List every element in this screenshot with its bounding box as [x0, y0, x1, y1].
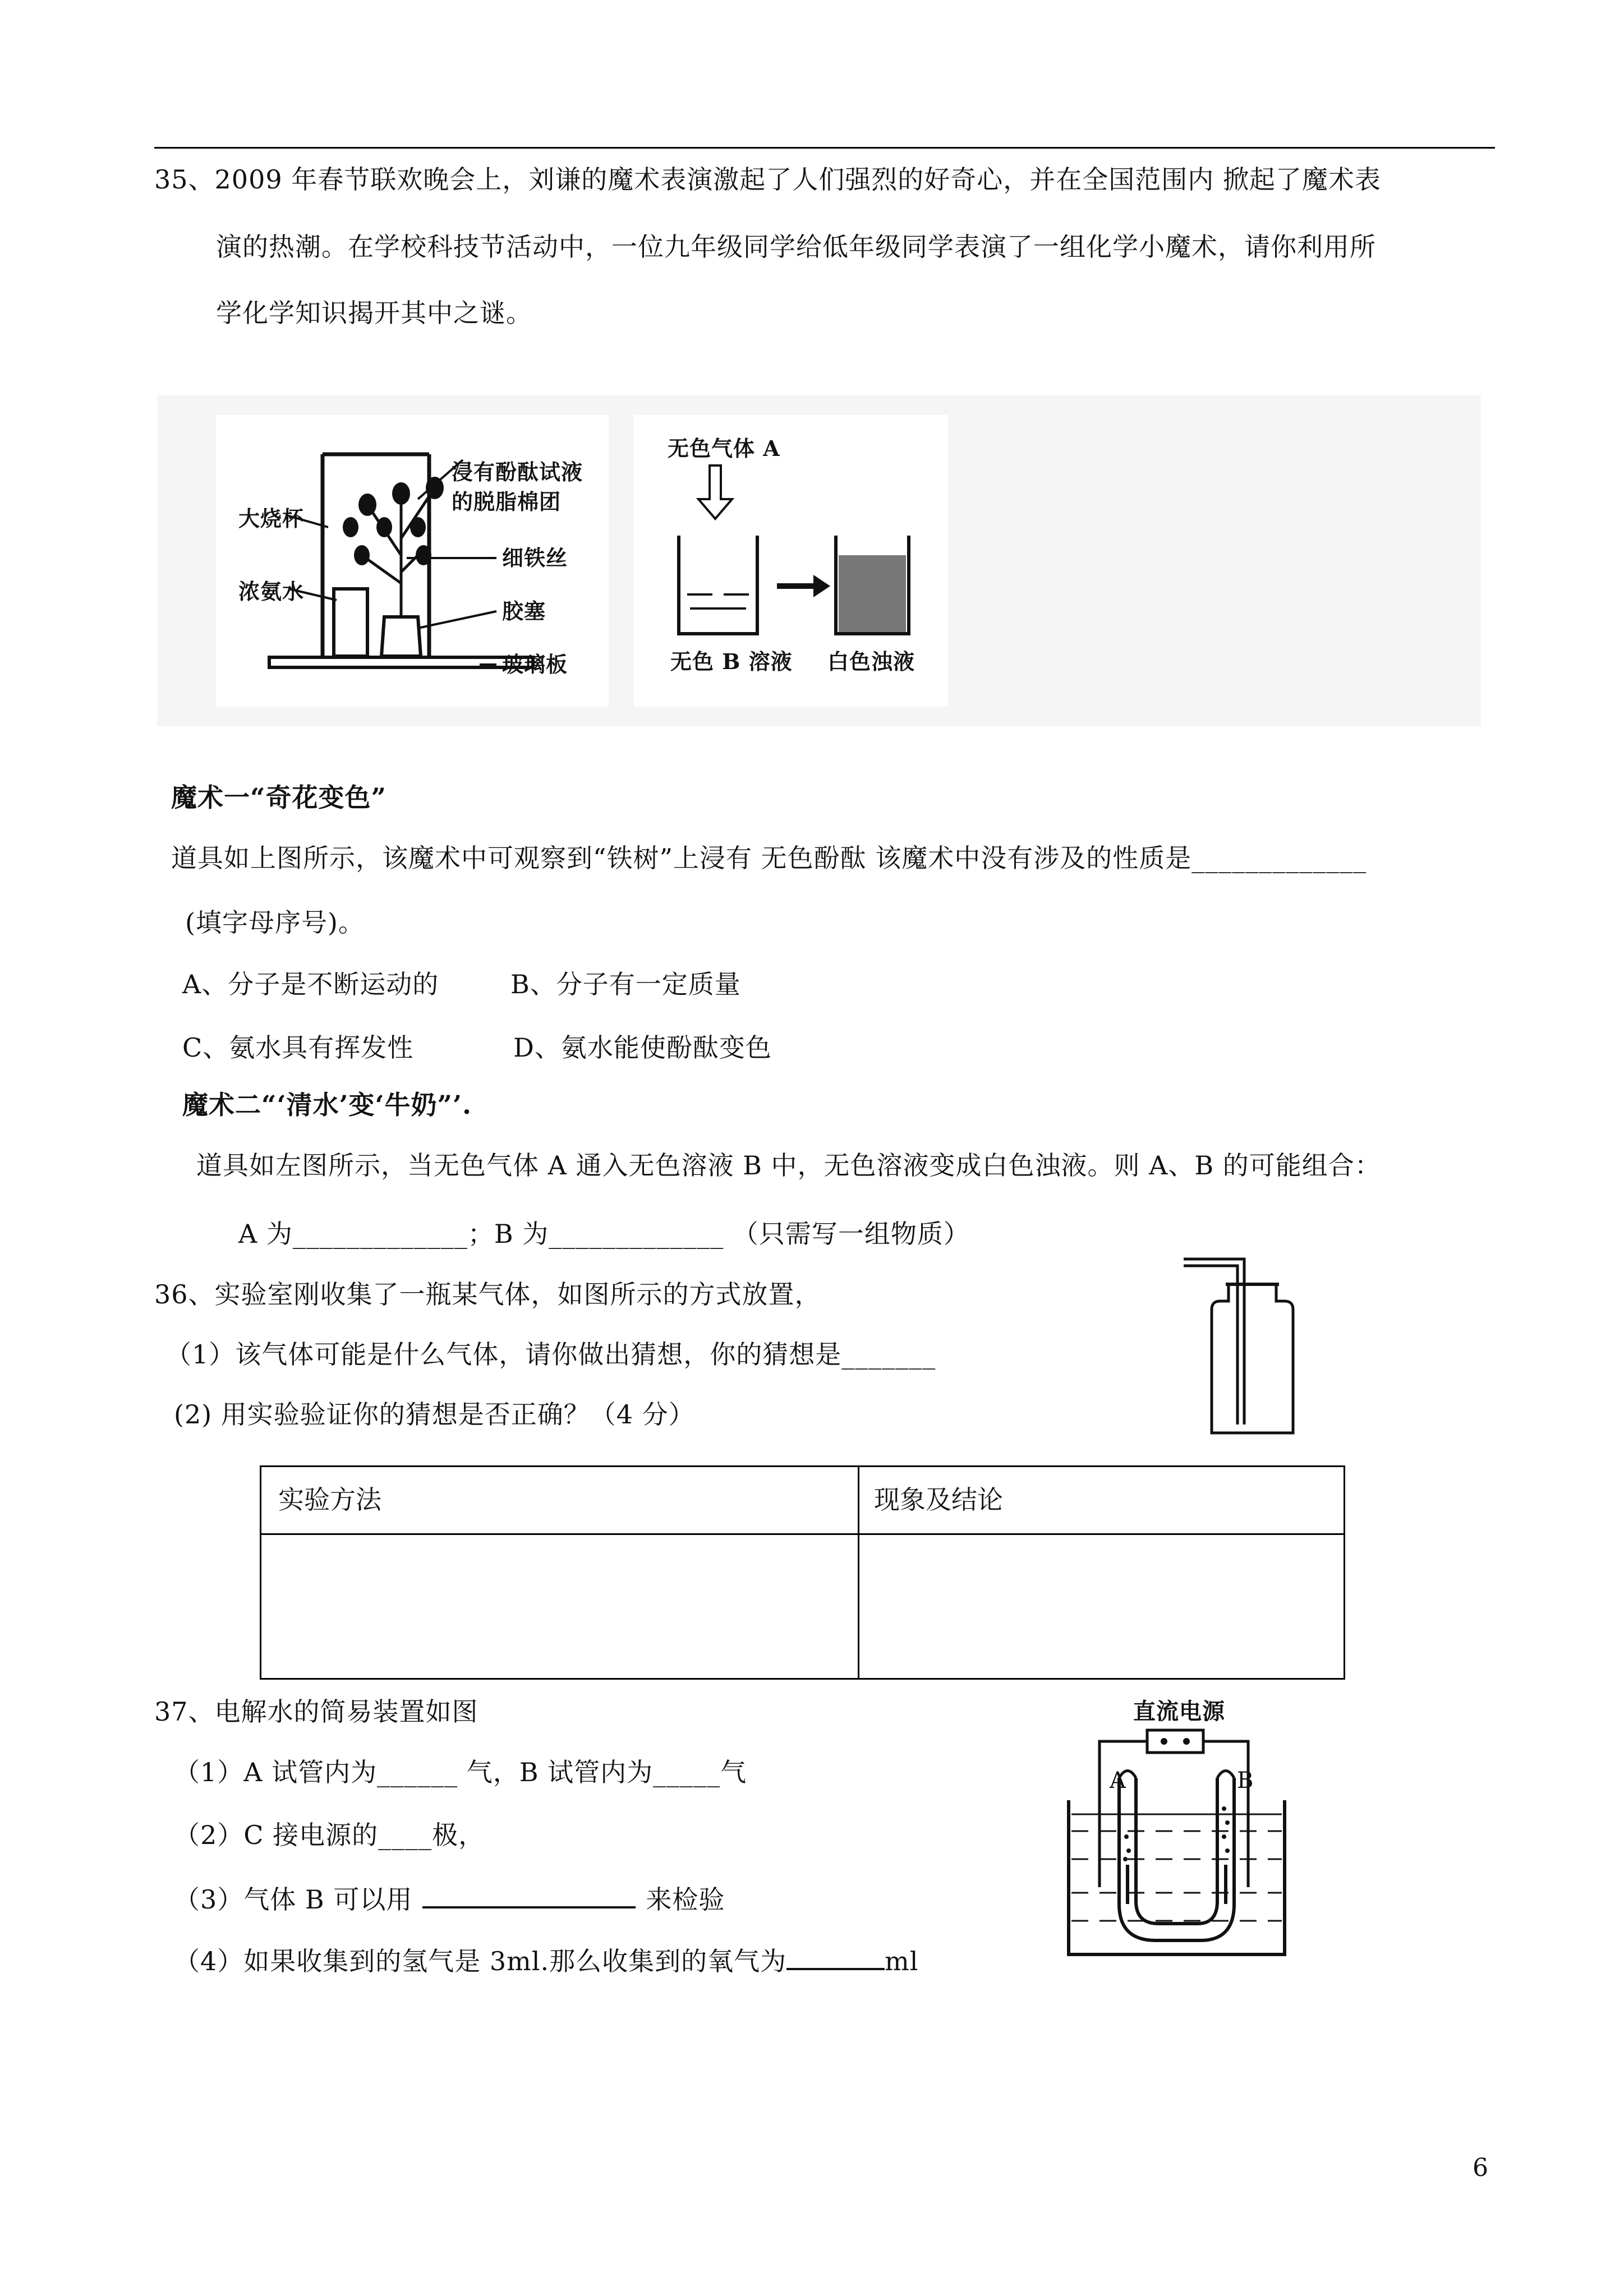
- label-stopper: 胶塞: [502, 598, 546, 624]
- label-cotton-2: 的脱脂棉团: [452, 489, 562, 514]
- label-ammonia: 浓氨水: [238, 579, 305, 604]
- magic1-text: 道具如上图所示，该魔术中可观察到“铁树”上浸有 无色酚酞 该魔术中没有涉及的性质是_____________: [171, 843, 1367, 873]
- table-header-method: 实验方法: [278, 1484, 381, 1515]
- q37-part-2: （2）C 接电源的____极，: [174, 1820, 485, 1850]
- option-a: A、分子是不断运动的: [182, 969, 439, 999]
- q35-line-3: 学化学知识揭开其中之谜。: [216, 298, 532, 328]
- page-number: 6: [1473, 2154, 1488, 2182]
- electrolysis-figure: [1060, 1725, 1290, 1971]
- q35-line-1: 35、2009 年春节联欢晚会上，刘谦的魔术表演激起了人们强烈的好奇心，并在全国范围内 掀起了魔术表: [154, 164, 1381, 195]
- q37-blank-4: [786, 1943, 885, 1970]
- option-c: C、氨水具有挥发性: [182, 1032, 414, 1063]
- magic1-hint: (填字母序号)。: [185, 907, 365, 938]
- q35-line-2: 演的热潮。在学校科技节活动中，一位九年级同学给低年级同学表演了一组化学小魔术，请你利用所: [216, 232, 1376, 262]
- tube-label-b: B: [1237, 1768, 1254, 1794]
- label-solution-b: 无色 B 溶液: [670, 649, 793, 674]
- dc-power-title: 直流电源: [1133, 1698, 1225, 1725]
- table-header-divider: [261, 1533, 1344, 1535]
- option-d: D、氨水能使酚酞变色: [513, 1032, 772, 1063]
- label-gas-a: 无色气体 A: [668, 436, 780, 461]
- q37-part-1: （1）A 试管内为______ 气，B 试管内为_____气: [174, 1757, 747, 1787]
- table-header-conclusion: 现象及结论: [874, 1484, 1003, 1515]
- tube-label-a: A: [1110, 1768, 1126, 1794]
- option-b: B、分子有一定质量: [510, 969, 741, 999]
- q37-blank-3: [422, 1882, 636, 1908]
- experiment-table: [260, 1465, 1345, 1680]
- gas-bottle-figure: [1178, 1248, 1301, 1439]
- q36-part-1: （1）该气体可能是什么气体，请你做出猜想，你的猜想是_______: [165, 1339, 936, 1370]
- label-white-turbid: 白色浊液: [827, 649, 915, 674]
- q36-part-2: (2) 用实验验证你的猜想是否正确？（4 分）: [174, 1399, 695, 1430]
- table-column-divider: [858, 1467, 859, 1678]
- magic2-title: 魔术二“‘清水’变‘牛奶”’.: [182, 1090, 472, 1120]
- label-cotton: 浸有酚酞试液: [452, 459, 583, 485]
- header-rule: [154, 147, 1495, 149]
- label-wire: 细铁丝: [502, 545, 568, 570]
- magic2-answer-line: A 为_____________；B 为_____________ （只需写一组物质）: [238, 1219, 970, 1249]
- label-beaker: 大烧杯: [238, 506, 305, 531]
- magic1-title: 魔术一“奇花变色”: [171, 782, 387, 813]
- magic2-text: 道具如左图所示，当无色气体 A 通入无色溶液 B 中，无色溶液变成白色浊液。则 A、B 的可能组合：: [196, 1150, 1381, 1181]
- q37-stem: 37、电解水的简易装置如图: [154, 1696, 479, 1727]
- q36-stem: 36、实验室刚收集了一瓶某气体，如图所示的方式放置，: [154, 1279, 821, 1310]
- q37-part-4: （4）如果收集到的氢气是 3ml.那么收集到的氧气为 ml: [174, 1943, 918, 1978]
- label-glass-plate: 玻璃板: [502, 652, 568, 677]
- q37-part-3: （3）气体 B 可以用 来检验: [174, 1882, 725, 1916]
